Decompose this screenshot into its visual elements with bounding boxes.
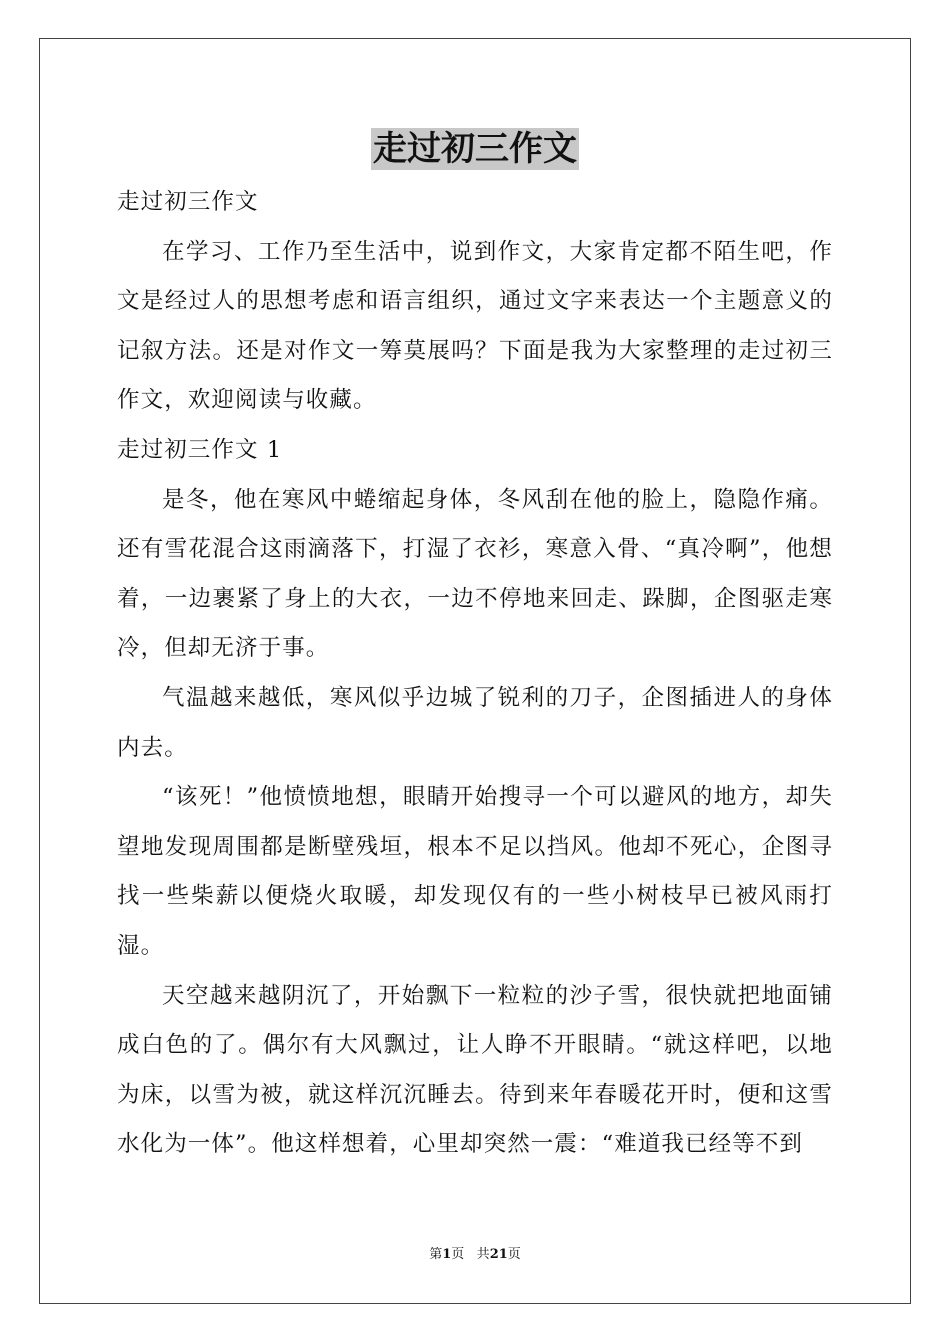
page-label-suffix: 页 <box>451 1247 465 1262</box>
total-pages: 21 <box>489 1247 508 1262</box>
page-label-prefix: 第 <box>429 1247 443 1262</box>
document-body <box>117 178 833 1170</box>
title-container <box>0 128 950 170</box>
paragraph-intro: 在学习、工作乃至生活中，说到作文，大家肯定都不陌生吧，作文是经过人的思想考虑和语言组织，通过文字来表达一个主题意义的记叙方法。还是对作文一筹莫展吗？下面是我为大家整理的走过初三作文，欢迎阅读与收藏。 <box>117 238 833 414</box>
subtitle-line: 走过初三作文 <box>117 189 259 215</box>
document-title: 走过初三作文 <box>373 129 577 169</box>
total-label-prefix: 共 <box>476 1247 490 1262</box>
page-footer <box>0 1246 950 1264</box>
page-number: 1 <box>442 1247 452 1262</box>
paragraph: 是冬，他在寒风中蜷缩起身体，冬风刮在他的脸上，隐隐作痛。还有雪花混合这雨滴落下，打湿了衣衫，寒意入骨、“真冷啊”，他想着，一边裹紧了身上的大衣，一边不停地来回走、跺脚，企图驱走寒冷，但却无济于事。 <box>117 486 833 662</box>
paragraph: “该死！”他愤愤地想，眼睛开始搜寻一个可以避风的地方，却失望地发现周围都是断壁残垣，根本不足以挡风。他却不死心，企图寻找一些柴薪以便烧火取暖，却发现仅有的一些小树枝早已被风雨打湿。 <box>117 784 833 959</box>
paragraph: 气温越来越低，寒风似乎边城了锐利的刀子，企图插进人的身体内去。 <box>117 684 833 761</box>
section-heading: 走过初三作文 1 <box>117 436 283 463</box>
paragraph: 天空越来越阴沉了，开始飘下一粒粒的沙子雪，很快就把地面铺成白色的了。偶尔有大风飘过，让人睁不开眼睛。“就这样吧，以地为床，以雪为被，就这样沉沉睡去。待到来年春暖花开时，便和这雪水化为一体”。他这样想着，心里却突然一震：“难道我已经等不到 <box>117 982 833 1158</box>
total-label-suffix: 页 <box>507 1247 521 1262</box>
